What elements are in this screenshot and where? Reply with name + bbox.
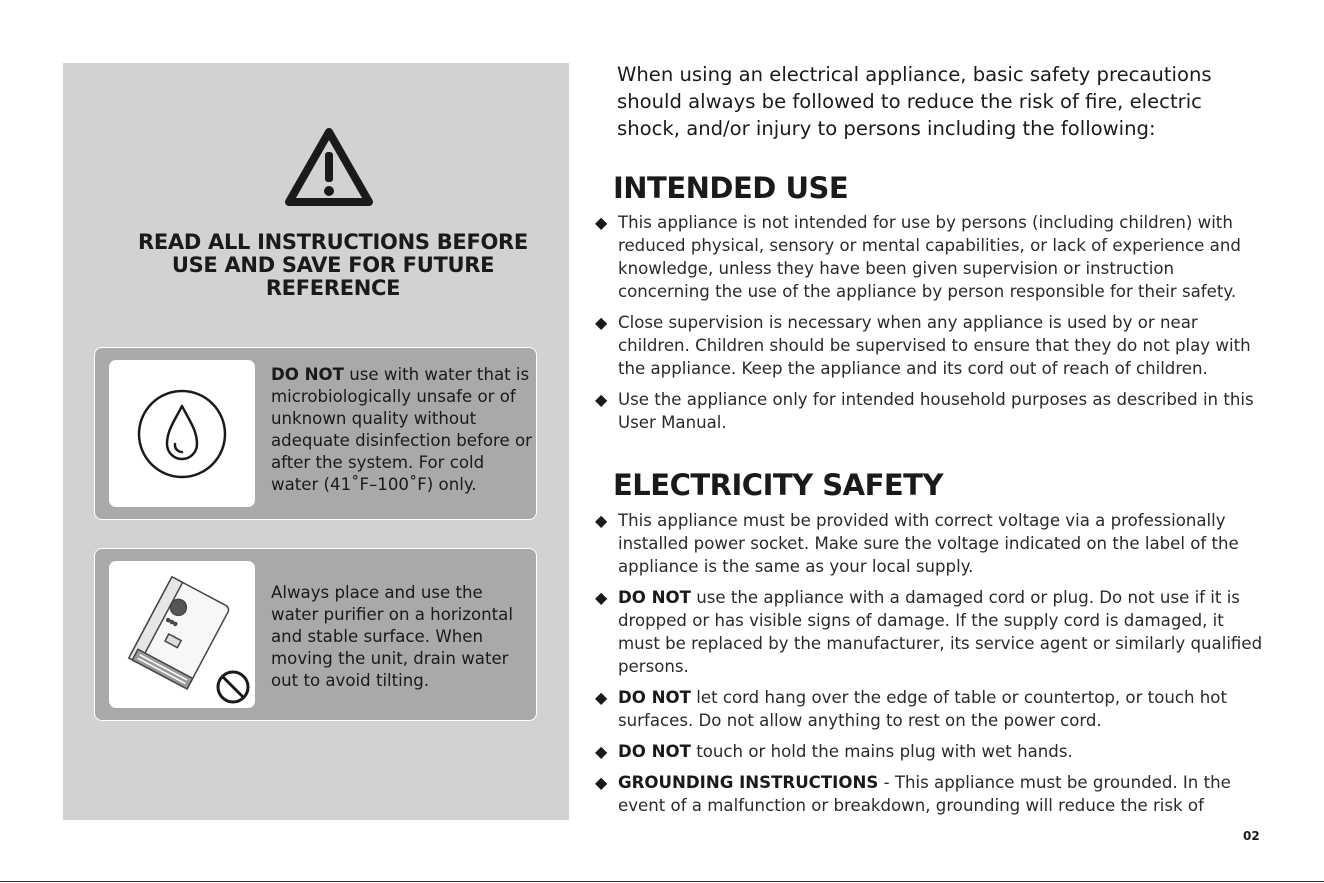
list-item: ◆ This appliance must be provided with correct voltage via a professionally installed power socket. Make sure the voltage indicated on the label of the appliance is the same as your local supply. xyxy=(595,511,1239,576)
intended-use-list xyxy=(595,211,1265,442)
list-item: ◆ DO NOT let cord hang over the edge of table or countertop, or touch hot surfaces. Do not allow anything to rest on the power cord. xyxy=(595,688,1227,730)
diamond-bullet-icon: ◆ xyxy=(595,742,608,761)
safety-intro: When using an electrical appliance, basic safety precautions should always be followed to reduce the risk of fire, electric shock, and/or injury to persons including the following: xyxy=(617,63,1212,140)
list-item: ◆ GROUNDING INSTRUCTIONS - This appliance must be grounded. In the event of a malfunction or breakdown, grounding will reduce the risk of xyxy=(595,773,1231,815)
diamond-bullet-icon: ◆ xyxy=(595,390,608,409)
diamond-bullet-icon: ◆ xyxy=(595,588,608,607)
read-all-instructions-heading: READ ALL INSTRUCTIONS BEFORE USE AND SAVE FOR FUTURE REFERENCE xyxy=(138,230,528,300)
warning-triangle-icon xyxy=(283,126,375,208)
list-item: ◆ Close supervision is necessary when any appliance is used by or near children. Children should be supervised to ensure that they do not play with the appliance. Keep the appliance and its cord out of reach of children. xyxy=(595,313,1251,378)
water-quality-note xyxy=(94,347,537,520)
page-number: 02 xyxy=(1243,829,1260,843)
diamond-bullet-icon: ◆ xyxy=(595,213,608,232)
electricity-safety-list xyxy=(595,509,1265,825)
water-quality-text: DO NOT use with water that is microbiologically unsafe or of unknown quality without adequate disinfection before or after the system. For cold water (41˚F–100˚F) only. xyxy=(271,365,532,494)
placement-text: Always place and use the water purifier on a horizontal and stable surface. When moving the unit, drain water out to avoid tilting. xyxy=(271,583,513,690)
list-item: ◆ DO NOT touch or hold the mains plug with wet hands. xyxy=(595,742,1073,761)
diamond-bullet-icon: ◆ xyxy=(595,511,608,530)
intended-use-heading: INTENDED USE xyxy=(613,171,849,205)
diamond-bullet-icon: ◆ xyxy=(595,688,608,707)
diamond-bullet-icon: ◆ xyxy=(595,773,608,792)
water-purifier-tilted-prohibited-icon xyxy=(109,561,255,708)
warning-panel xyxy=(63,63,569,820)
purifier-image xyxy=(109,561,255,708)
bottom-divider xyxy=(0,881,1324,882)
water-drop-image xyxy=(109,360,255,507)
electricity-safety-heading: ELECTRICITY SAFETY xyxy=(613,468,943,502)
diamond-bullet-icon: ◆ xyxy=(595,313,608,332)
water-drop-icon xyxy=(109,360,255,507)
list-item: ◆ This appliance is not intended for use by persons (including children) with reduced physical, sensory or mental capabilities, or lack of experience and knowledge, unless they have been given supervision or instruction concerning the use of the appliance by person responsible for their safety. xyxy=(595,213,1241,301)
placement-note xyxy=(94,548,537,721)
list-item: ◆ DO NOT use the appliance with a damaged cord or plug. Do not use if it is dropped or has visible signs of damage. If the supply cord is damaged, it must be replaced by the manufacturer, its service agent or similarly qualified persons. xyxy=(595,588,1263,676)
list-item: ◆ Use the appliance only for intended household purposes as described in this User Manual. xyxy=(595,390,1254,432)
